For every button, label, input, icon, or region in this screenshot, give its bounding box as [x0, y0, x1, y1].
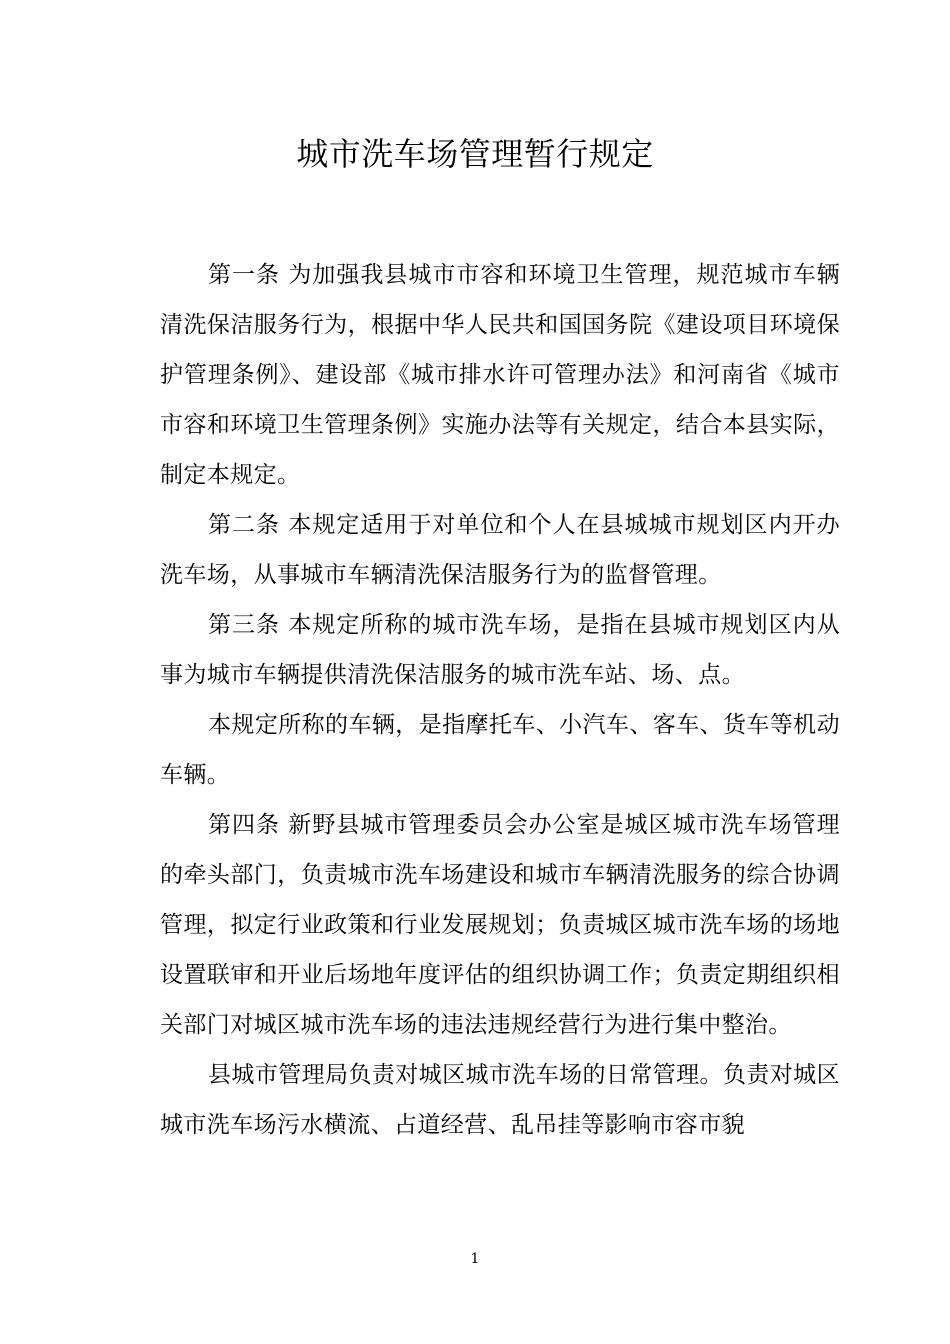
- paragraph-city-management-bureau: 县城市管理局负责对城区城市洗车场的日常管理。负责对城区城市洗车场污水横流、占道经营、乱吊挂等影响市容市貌: [160, 1062, 840, 1138]
- page-number: 1: [470, 1251, 480, 1267]
- paragraph-vehicle-definition: 本规定所称的车辆，是指摩托车、小汽车、客车、货车等机动车辆。: [160, 712, 840, 788]
- paragraph-article-4: 第四条 新野县城市管理委员会办公室是城区城市洗车场管理的牵头部门，负责城市洗车场建设和城市车辆清洗服务的综合协调管理，拟定行业政策和行业发展规划；负责城区城市洗车场的场地设置联审和开业后场地年度评估的组织协调工作；负责定期组织相关部门对城区城市洗车场的违法违规经营行为进行集中整治。: [160, 812, 840, 1038]
- paragraph-article-2: 第二条 本规定适用于对单位和个人在县城城市规划区内开办洗车场，从事城市车辆清洗保洁服务行为的监督管理。: [160, 512, 840, 588]
- paragraph-article-1: 第一条 为加强我县城市市容和环境卫生管理，规范城市车辆清洗保洁服务行为，根据中华人民共和国国务院《建设项目环境保护管理条例》、建设部《城市排水许可管理办法》和河南省《城市市容和环境卫生管理条例》实施办法等有关规定，结合本县实际，制定本规定。: [160, 262, 840, 488]
- document-title: 城市洗车场管理暂行规定: [296, 135, 654, 173]
- document-body: [160, 250, 840, 1150]
- paragraph-article-3: 第三条 本规定所称的城市洗车场，是指在县城市规划区内从事为城市车辆提供清洗保洁服务的城市洗车站、场、点。: [160, 612, 840, 688]
